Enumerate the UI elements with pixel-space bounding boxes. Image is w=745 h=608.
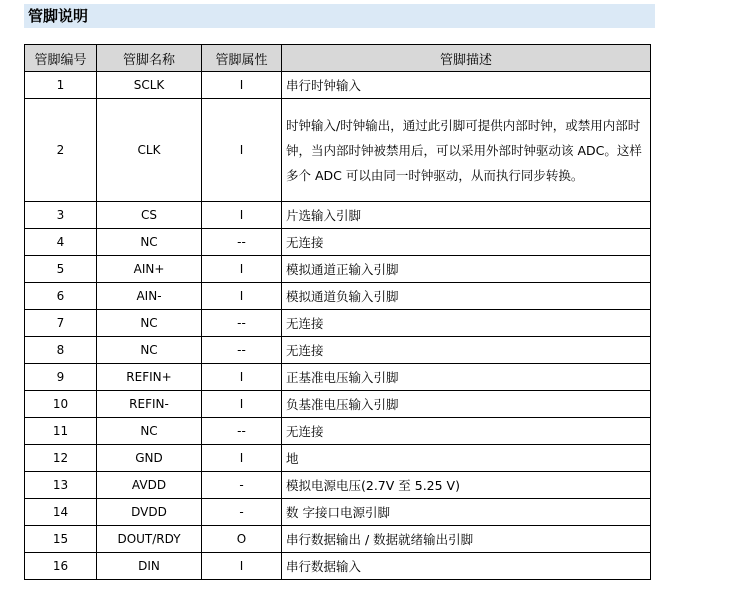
pin-attribute: -- bbox=[202, 337, 282, 364]
pin-name: CS bbox=[97, 202, 202, 229]
pin-number: 3 bbox=[25, 202, 97, 229]
pin-name: NC bbox=[97, 418, 202, 445]
pin-description: 无连接 bbox=[282, 337, 651, 364]
pin-number: 4 bbox=[25, 229, 97, 256]
pin-number: 12 bbox=[25, 445, 97, 472]
pin-attribute: -- bbox=[202, 229, 282, 256]
pin-number: 10 bbox=[25, 391, 97, 418]
pin-name: REFIN+ bbox=[97, 364, 202, 391]
table-row bbox=[25, 229, 651, 256]
pin-description: 串行数据输入 bbox=[282, 553, 651, 580]
header-pin-description: 管脚描述 bbox=[282, 45, 651, 72]
pin-description: 模拟通道负输入引脚 bbox=[282, 283, 651, 310]
pin-description: 模拟电源电压(2.7V 至 5.25 V) bbox=[282, 472, 651, 499]
pin-number: 2 bbox=[25, 99, 97, 202]
pin-description: 无连接 bbox=[282, 418, 651, 445]
pin-number: 6 bbox=[25, 283, 97, 310]
pin-attribute: -- bbox=[202, 418, 282, 445]
header-pin-attribute: 管脚属性 bbox=[202, 45, 282, 72]
pin-description: 正基准电压输入引脚 bbox=[282, 364, 651, 391]
table-row bbox=[25, 337, 651, 364]
pin-number: 11 bbox=[25, 418, 97, 445]
pin-name: GND bbox=[97, 445, 202, 472]
pin-name: NC bbox=[97, 229, 202, 256]
pin-attribute: I bbox=[202, 364, 282, 391]
pin-description: 片选输入引脚 bbox=[282, 202, 651, 229]
section-title: 管脚说明 bbox=[28, 7, 89, 25]
pin-description: 地 bbox=[282, 445, 651, 472]
pin-attribute: I bbox=[202, 202, 282, 229]
pin-attribute: I bbox=[202, 553, 282, 580]
pin-attribute: I bbox=[202, 391, 282, 418]
pin-name: DOUT/RDY bbox=[97, 526, 202, 553]
table-row bbox=[25, 99, 651, 202]
pin-attribute: O bbox=[202, 526, 282, 553]
pin-number: 1 bbox=[25, 72, 97, 99]
pin-description: 无连接 bbox=[282, 310, 651, 337]
table-row bbox=[25, 472, 651, 499]
pin-name: DVDD bbox=[97, 499, 202, 526]
pin-name: REFIN- bbox=[97, 391, 202, 418]
table-row bbox=[25, 526, 651, 553]
pin-description: 串行时钟输入 bbox=[282, 72, 651, 99]
table-row bbox=[25, 418, 651, 445]
pin-name: AIN+ bbox=[97, 256, 202, 283]
pin-description: 负基准电压输入引脚 bbox=[282, 391, 651, 418]
table-row bbox=[25, 72, 651, 99]
pin-number: 13 bbox=[25, 472, 97, 499]
table-row bbox=[25, 310, 651, 337]
pin-number: 16 bbox=[25, 553, 97, 580]
pin-description: 时钟输入/时钟输出，通过此引脚可提供内部时钟，或禁用内部时钟，当内部时钟被禁用后，可以采用外部时钟驱动该 ADC。这样多个 ADC 可以由同一时钟驱动，从而执行同步转换。 bbox=[282, 99, 651, 202]
pin-description-table bbox=[24, 44, 651, 580]
pin-attribute: I bbox=[202, 445, 282, 472]
pin-name: NC bbox=[97, 337, 202, 364]
table-row bbox=[25, 499, 651, 526]
table-row bbox=[25, 553, 651, 580]
pin-number: 7 bbox=[25, 310, 97, 337]
pin-name: NC bbox=[97, 310, 202, 337]
table-row bbox=[25, 391, 651, 418]
pin-number: 14 bbox=[25, 499, 97, 526]
pin-number: 9 bbox=[25, 364, 97, 391]
pin-attribute: I bbox=[202, 256, 282, 283]
pin-attribute: I bbox=[202, 99, 282, 202]
table-row bbox=[25, 202, 651, 229]
header-pin-name: 管脚名称 bbox=[97, 45, 202, 72]
table-row bbox=[25, 256, 651, 283]
pin-name: CLK bbox=[97, 99, 202, 202]
pin-name: SCLK bbox=[97, 72, 202, 99]
section-header-bar bbox=[24, 4, 655, 28]
pin-attribute: I bbox=[202, 283, 282, 310]
pin-attribute: - bbox=[202, 472, 282, 499]
pin-description: 串行数据输出 / 数据就绪输出引脚 bbox=[282, 526, 651, 553]
pin-number: 5 bbox=[25, 256, 97, 283]
pin-name: AIN- bbox=[97, 283, 202, 310]
table-row bbox=[25, 445, 651, 472]
pin-attribute: - bbox=[202, 499, 282, 526]
table-row bbox=[25, 364, 651, 391]
header-pin-number: 管脚编号 bbox=[25, 45, 97, 72]
table-header-row bbox=[25, 45, 651, 72]
pin-number: 15 bbox=[25, 526, 97, 553]
pin-attribute: -- bbox=[202, 310, 282, 337]
table-row bbox=[25, 283, 651, 310]
pin-attribute: I bbox=[202, 72, 282, 99]
pin-name: AVDD bbox=[97, 472, 202, 499]
pin-number: 8 bbox=[25, 337, 97, 364]
pin-description: 数 字接口电源引脚 bbox=[282, 499, 651, 526]
pin-description: 模拟通道正输入引脚 bbox=[282, 256, 651, 283]
pin-name: DIN bbox=[97, 553, 202, 580]
pin-description: 无连接 bbox=[282, 229, 651, 256]
